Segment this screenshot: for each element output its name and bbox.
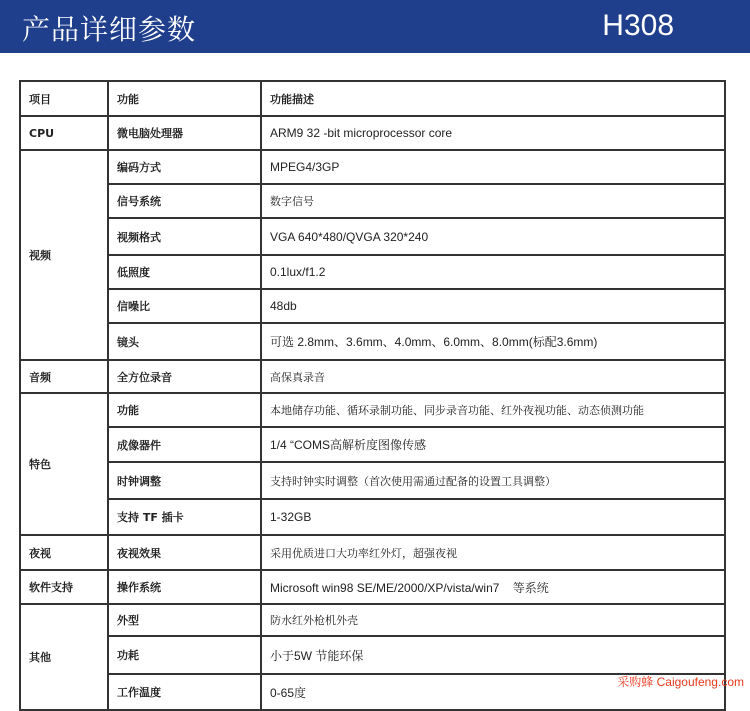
function-cell: 功耗	[108, 636, 261, 674]
description-cell: 采用优质进口大功率红外灯，超强夜视	[261, 535, 725, 570]
description-cell: 1/4 “COMS高解析度图像传感	[261, 427, 725, 462]
function-cell: 外型	[108, 604, 261, 636]
description-cell: 本地储存功能、循环录制功能、同步录音功能、红外夜视功能、动态侦测功能	[261, 393, 725, 427]
table-row	[20, 323, 725, 360]
table-row	[20, 393, 725, 427]
function-cell: 信噪比	[108, 289, 261, 323]
function-cell: 信号系统	[108, 184, 261, 218]
description-cell: 1-32GB	[261, 499, 725, 535]
table-row	[20, 636, 725, 674]
column-header-item: 项目	[20, 81, 108, 116]
table-row	[20, 462, 725, 499]
function-cell: 时钟调整	[108, 462, 261, 499]
description-cell: ARM9 32 -bit microprocessor core	[261, 116, 725, 150]
item-cell: 夜视	[20, 535, 108, 570]
description-cell: 可选 2.8mm、3.6mm、4.0mm、6.0mm、8.0mm(标配3.6mm)	[261, 323, 725, 360]
item-cell: 特色	[20, 393, 108, 535]
function-cell: 操作系统	[108, 570, 261, 604]
header-banner	[0, 0, 750, 53]
page-title: 产品详细参数	[22, 13, 197, 46]
description-cell: 数字信号	[261, 184, 725, 218]
table-row	[20, 218, 725, 255]
description-cell: Microsoft win98 SE/ME/2000/XP/vista/win7 等系统	[261, 570, 725, 604]
description-cell: 支持时钟实时调整（首次使用需通过配备的设置工具调整）	[261, 462, 725, 499]
item-cell: CPU	[20, 116, 108, 150]
function-cell: 功能	[108, 393, 261, 427]
item-cell: 其他	[20, 604, 108, 710]
item-cell: 软件支持	[20, 570, 108, 604]
description-cell: 0.1lux/f1.2	[261, 255, 725, 289]
description-cell: 48db	[261, 289, 725, 323]
function-cell: 镜头	[108, 323, 261, 360]
function-cell: 编码方式	[108, 150, 261, 184]
description-cell: VGA 640*480/QVGA 320*240	[261, 218, 725, 255]
function-cell: 低照度	[108, 255, 261, 289]
description-cell: 防水红外枪机外壳	[261, 604, 725, 636]
table-row	[20, 499, 725, 535]
table-row	[20, 116, 725, 150]
description-cell: 0-65度	[261, 674, 725, 710]
table-header-row	[20, 81, 725, 116]
table-row	[20, 289, 725, 323]
table-row	[20, 604, 725, 636]
description-cell: 高保真录音	[261, 360, 725, 393]
model-number: H308	[602, 9, 674, 42]
function-cell: 微电脑处理器	[108, 116, 261, 150]
watermark-text: 采购蜂 Caigoufeng.com	[617, 675, 744, 689]
table-row	[20, 570, 725, 604]
table-row	[20, 535, 725, 570]
function-cell: 工作温度	[108, 674, 261, 710]
column-header-description: 功能描述	[261, 81, 725, 116]
function-cell: 视频格式	[108, 218, 261, 255]
table-row	[20, 360, 725, 393]
function-cell: 成像器件	[108, 427, 261, 462]
item-cell: 视频	[20, 150, 108, 360]
description-cell: MPEG4/3GP	[261, 150, 725, 184]
function-cell: 夜视效果	[108, 535, 261, 570]
description-cell: 小于5W 节能环保	[261, 636, 725, 674]
column-header-function: 功能	[108, 81, 261, 116]
table-row	[20, 184, 725, 218]
function-cell: 支持 TF 插卡	[108, 499, 261, 535]
table-row	[20, 427, 725, 462]
function-cell: 全方位录音	[108, 360, 261, 393]
table-row	[20, 150, 725, 184]
table-row	[20, 255, 725, 289]
item-cell: 音频	[20, 360, 108, 393]
spec-table	[19, 80, 726, 711]
